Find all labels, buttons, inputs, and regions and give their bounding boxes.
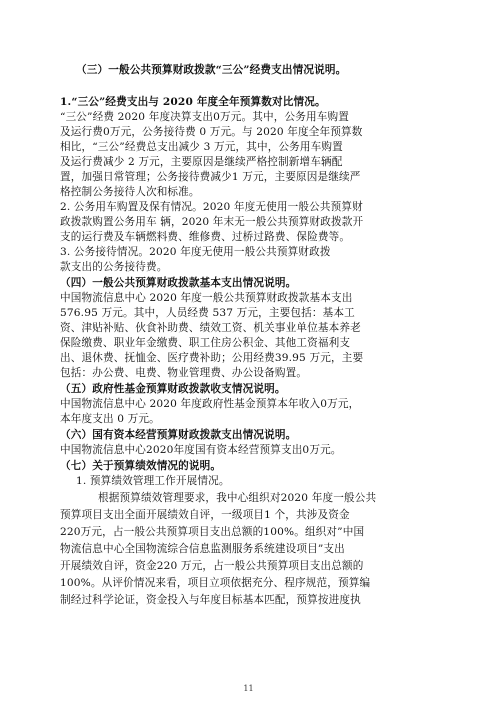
item2-line: 政拨款购置公务用车 辆，2020 年末无一般公共预算财政拨款开 — [60, 216, 364, 228]
section3-heading: （三）一般公共预算财政拨款“三公”经费支出情况说明。 — [76, 64, 347, 76]
section4-line: 资、津贴补贴、伙食补助费、绩效工资、机关事业单位基本养老 — [60, 322, 361, 334]
item3-line: 3. 公务接待情况。2020 年度无使用一般公共预算财政拨 — [60, 246, 331, 258]
section5-line: 中国物流信息中心 2020 年度政府性基金预算本年收入0万元， — [60, 398, 360, 410]
section4-line: 出、退休费、抚恤金、医疗费补助；公用经费39.95 万元，主要 — [60, 352, 364, 364]
section5-line: 本年度支出 0 万元。 — [60, 413, 160, 425]
section4-line: 保险缴费、职业年金缴费、职工住房公积金、其他工资福利支 — [60, 337, 351, 349]
item2-line: 支的运行费及车辆燃料费、维修费、过桥过路费、保险费等。 — [60, 231, 351, 243]
section4-line: 576.95 万元。其中，人员经费 537 万元，主要包括：基本工 — [60, 307, 355, 319]
item1-title: 1.“三公”经费支出与 2020 年度全年预算数对比情况。 — [60, 96, 326, 108]
section4-heading: （四）一般公共预算财政拨款基本支出情况说明。 — [60, 277, 297, 289]
item1-line: 及运行费0万元，公务接待费 0 万元。与 2020 年度全年预算数 — [60, 126, 363, 138]
section7-line: 100%。从评价情况来看，项目立项依据充分、程序规范，预算编 — [60, 577, 371, 589]
item1-line: “三公”经费 2020 年度决算支出0万元。其中，公务用车购置 — [60, 111, 349, 123]
section6-heading: （六）国有资本经营预算财政拨款支出情况说明。 — [60, 429, 297, 441]
section7-line: 开展绩效自评，资金220 万元，占一般公共预算项目支出总额的 — [60, 560, 364, 572]
section7-line: 物流信息中心全国物流综合信息监测服务系统建设项目”支出 — [60, 543, 345, 555]
section7-line: 根据预算绩效管理要求，我中心组织对2020 年度一般公共 — [98, 492, 377, 504]
section4-line: 包括：办公费、电费、物业管理费、办公设备购置。 — [60, 367, 308, 379]
section5-heading: （五）政府性基金预算财政拨款收支情况说明。 — [60, 383, 286, 395]
section6-line: 中国物流信息中心2020年度国有资本经营预算支出0万元。 — [60, 444, 342, 456]
item1-line: 置，加强日常管理；公务接待费减少1 万元，主要原因是继续严 — [60, 171, 361, 183]
item1-line: 格控制公务接待人次和标准。 — [60, 186, 200, 198]
section7-subheading: 1. 预算绩效管理工作开展情况。 — [76, 475, 230, 487]
item2-line: 2. 公务用车购置及保有情况。2020 年度无使用一般公共预算财 — [60, 201, 363, 213]
item1-line: 相比，“三公”经费总支出减少 3 万元，其中，公务用车购置 — [60, 141, 343, 153]
page-number: 11 — [243, 684, 254, 693]
item1-line: 及运行费减少 2 万元，主要原因是继续严格控制新增车辆配 — [60, 156, 343, 168]
section7-line: 预算项目支出全面开展绩效自评，一级项目1 个，共涉及资金 — [60, 509, 350, 521]
section4-line: 中国物流信息中心 2020 年度一般公共预算财政拨款基本支出 — [60, 292, 353, 304]
section7-line: 220万元，占一般公共预算项目支出总额的100%。组织对”中国 — [60, 526, 365, 538]
section7-heading: （七）关于预算绩效情况的说明。 — [60, 460, 222, 472]
section7-line: 制经过科学论证，资金投入与年度目标基本匹配，预算按进度执 — [60, 594, 361, 606]
item3-line: 款支出的公务接待费。 — [60, 261, 168, 273]
